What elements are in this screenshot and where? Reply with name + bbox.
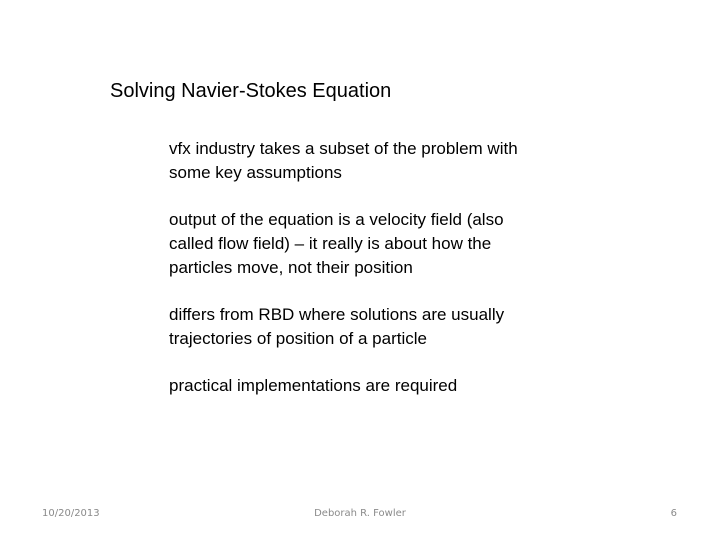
bullet-item xyxy=(169,137,589,185)
bullet-line: output of the equation is a velocity field (also xyxy=(169,210,504,229)
footer-page-number: 6 xyxy=(670,508,677,519)
bullet-item xyxy=(169,208,589,280)
bullet-list xyxy=(169,137,589,398)
bullet-line: differs from RBD where solutions are usually xyxy=(169,305,505,324)
bullet-line: practical implementations are required xyxy=(169,376,458,395)
bullet-line: called flow field) – it really is about how the xyxy=(169,234,492,253)
bullet-line: trajectories of position of a particle xyxy=(169,329,427,348)
bullet-line: some key assumptions xyxy=(169,163,342,182)
bullet-line: vfx industry takes a subset of the problem with xyxy=(169,139,518,158)
footer-date: 10/20/2013 xyxy=(42,508,100,519)
footer-author: Deborah R. Fowler xyxy=(314,508,406,519)
bullet-item xyxy=(169,374,589,398)
slide-title: Solving Navier-Stokes Equation xyxy=(110,80,392,102)
bullet-line: particles move, not their position xyxy=(169,258,413,277)
bullet-item xyxy=(169,303,589,351)
